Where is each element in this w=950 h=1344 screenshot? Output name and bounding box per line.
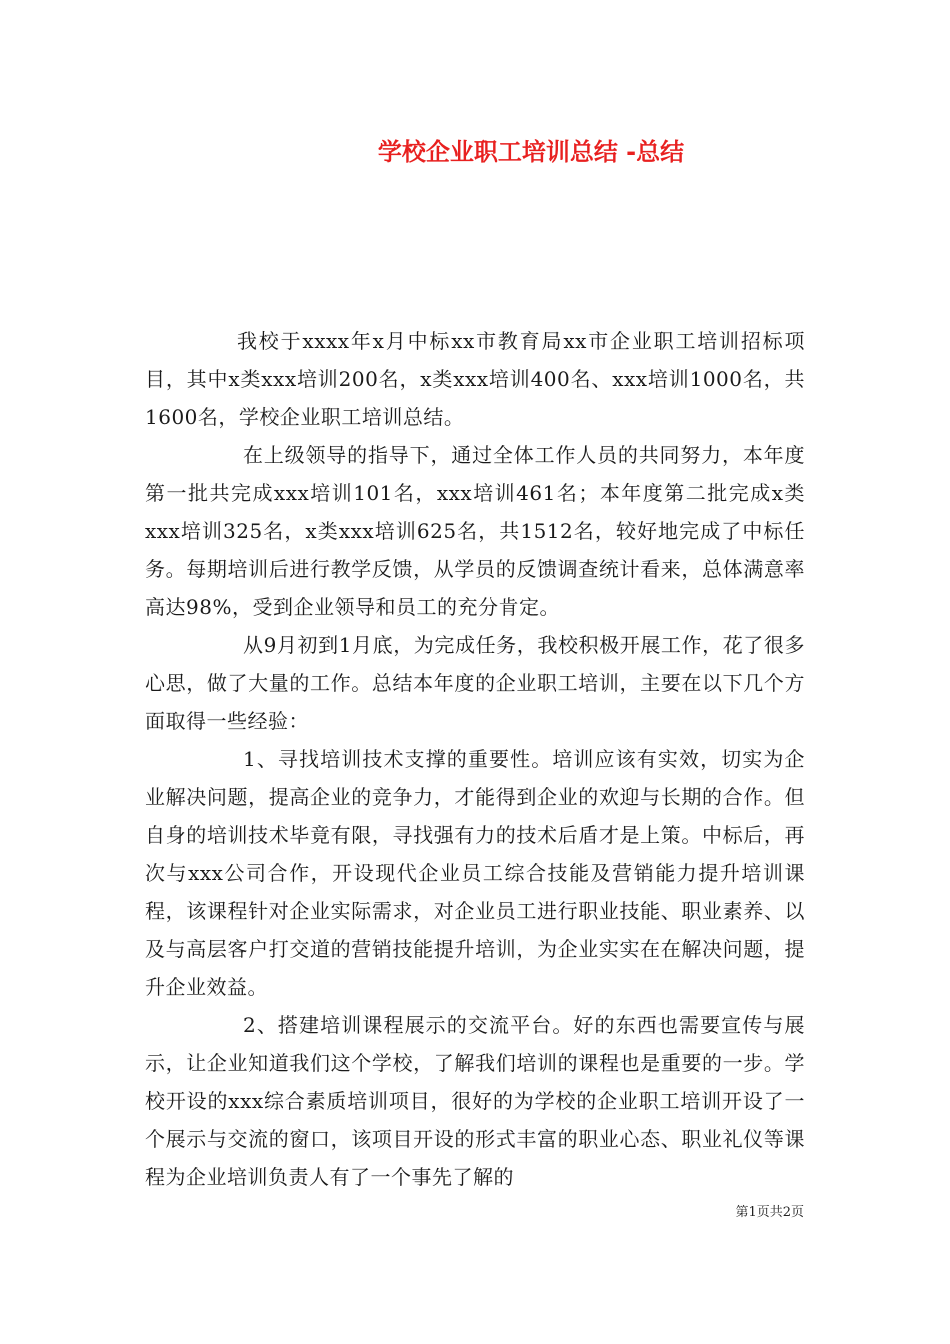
- document-body: [145, 322, 805, 1196]
- paragraph-point-2: 2、搭建培训课程展示的交流平台。好的东西也需要宣传与展示，让企业知道我们这个学校，了解我们培训的课程也是重要的一步。学校开设的xxx综合素质培训项目，很好的为学校的企业职工培训开设了一个展示与交流的窗口，该项目开设的形式丰富的职业心态、职业礼仪等课程为企业培训负责人有了一个事先了解的: [145, 1013, 805, 1189]
- paragraph-point-1: 1、寻找培训技术支撑的重要性。培训应该有实效，切实为企业解决问题，提高企业的竞争力，才能得到企业的欢迎与长期的合作。但自身的培训技术毕竟有限，寻找强有力的技术后盾才是上策。中标后，再次与xxx公司合作，开设现代企业员工综合技能及营销能力提升培训课程，该课程针对企业实际需求，对企业员工进行职业技能、职业素养、以及与高层客户打交道的营销技能提升培训，为企业实实在在解决问题，提升企业效益。: [145, 747, 805, 999]
- page-number: 第1页共2页: [735, 1205, 804, 1220]
- paragraph-experience: 从9月初到1月底，为完成任务，我校积极开展工作，花了很多心思，做了大量的工作。总结本年度的企业职工培训，主要在以下几个方面取得一些经验：: [145, 633, 805, 733]
- document-title: 学校企业职工培训总结 -总结: [377, 138, 685, 166]
- paragraph-results: 在上级领导的指导下，通过全体工作人员的共同努力，本年度第一批共完成xxx培训101名，xxx培训461名；本年度第二批完成x类xxx培训325名，x类xxx培训625名，共1512名，较好地完成了中标任务。每期培训后进行教学反馈，从学员的反馈调查统计看来，总体满意率高达98%，受到企业领导和员工的充分肯定。: [145, 443, 805, 619]
- paragraph-intro: 我校于xxxx年x月中标xx市教育局xx市企业职工培训招标项目，其中x类xxx培训200名，x类xxx培训400名、xxx培训1000名，共1600名，学校企业职工培训总结。: [145, 329, 805, 429]
